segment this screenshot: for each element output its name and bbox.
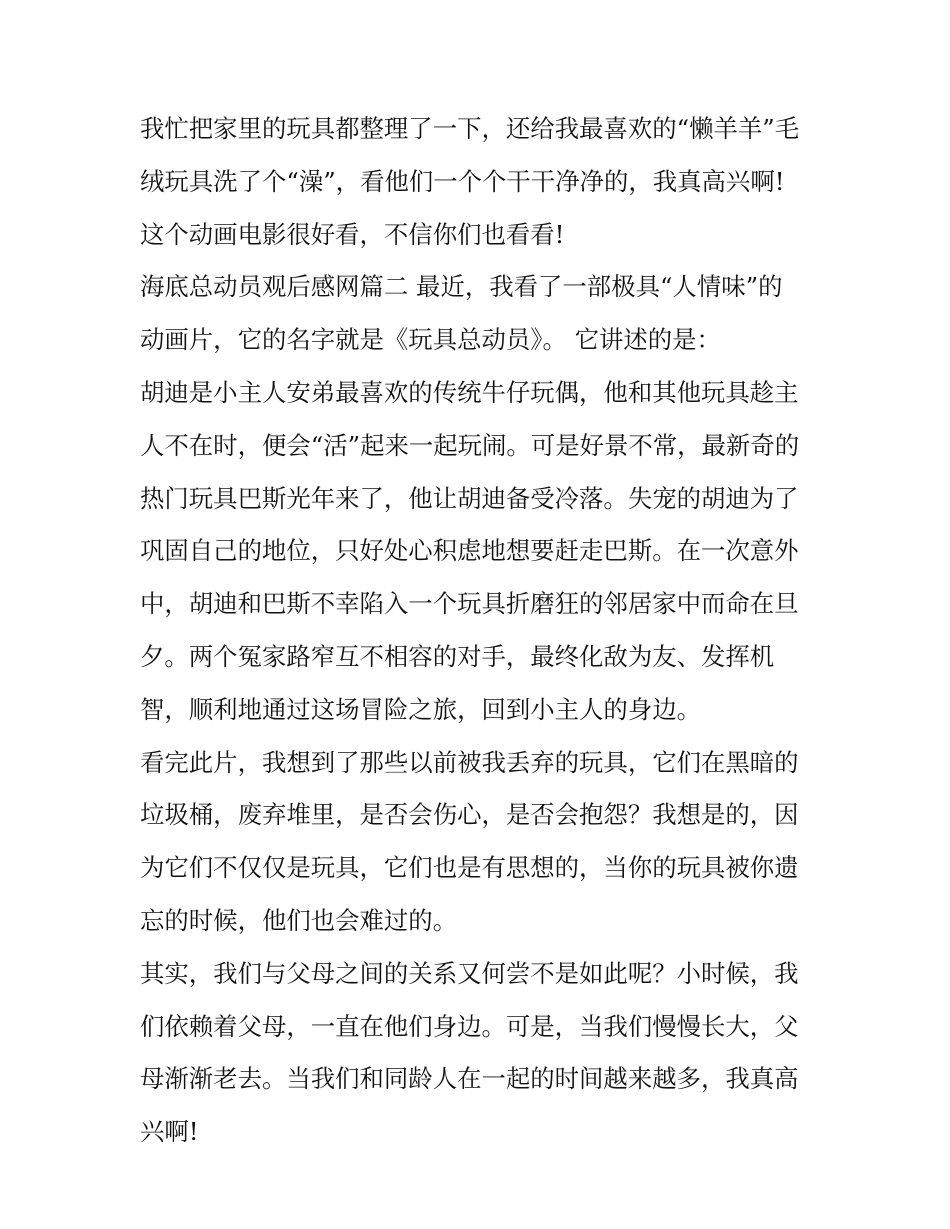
text-line: 为它们不仅仅是玩具，它们也是有思想的，当你的玩具被你遗 [140, 853, 799, 883]
text-line: 动画片，它的名字就是《玩具总动员》。 它讲述的是： [140, 325, 721, 355]
text-line: 智，顺利地通过这场冒险之旅，回到小主人的身边。 [140, 694, 701, 724]
text-line: 胡迪是小主人安弟最喜欢的传统牛仔玩偶，他和其他玩具趁主 [140, 377, 799, 407]
text-line: 看完此片，我想到了那些以前被我丢弃的玩具，它们在黑暗的 [140, 747, 799, 777]
text-line: 母渐渐老去。当我们和同龄人在一起的时间越来越多，我真高 [140, 1064, 799, 1094]
text-line: 我忙把家里的玩具都整理了一下，还给我最喜欢的“懒羊羊”毛 [140, 114, 800, 143]
text-line: 海底总动员观后感网篇二 最近，我看了一部极具“人情味”的 [140, 272, 783, 302]
text-line: 中，胡迪和巴斯不幸陷入一个玩具折磨狂的邻居家中而命在旦 [140, 589, 799, 619]
text-line: 们依赖着父母，一直在他们身边。可是，当我们慢慢长大，父 [140, 1011, 799, 1041]
text-line: 兴啊! [140, 1117, 199, 1147]
text-line: 垃圾桶，废弃堆里，是否会伤心，是否会抱怨？我想是的，因 [140, 800, 799, 830]
document-body [140, 103, 820, 1159]
text-line: 其实，我们与父母之间的关系又何尝不是如此呢？小时候，我 [140, 958, 799, 988]
text-line: 这个动画电影很好看，不信你们也看看! [140, 219, 565, 249]
text-line: 热门玩具巴斯光年来了，他让胡迪备受冷落。失宠的胡迪为了 [140, 483, 799, 513]
text-line: 忘的时候，他们也会难过的。 [140, 905, 458, 935]
text-line: 人不在时，便会“活”起来一起玩闹。可是好景不常，最新奇的 [140, 430, 800, 460]
text-line: 夕。两个冤家路窄互不相容的对手，最终化敌为友、发挥机 [140, 641, 775, 671]
text-line: 绒玩具洗了个“澡”，看他们一个个干干净净的，我真高兴啊! [140, 166, 785, 196]
text-line: 巩固自己的地位，只好处心积虑地想要赶走巴斯。在一次意外 [140, 536, 799, 566]
